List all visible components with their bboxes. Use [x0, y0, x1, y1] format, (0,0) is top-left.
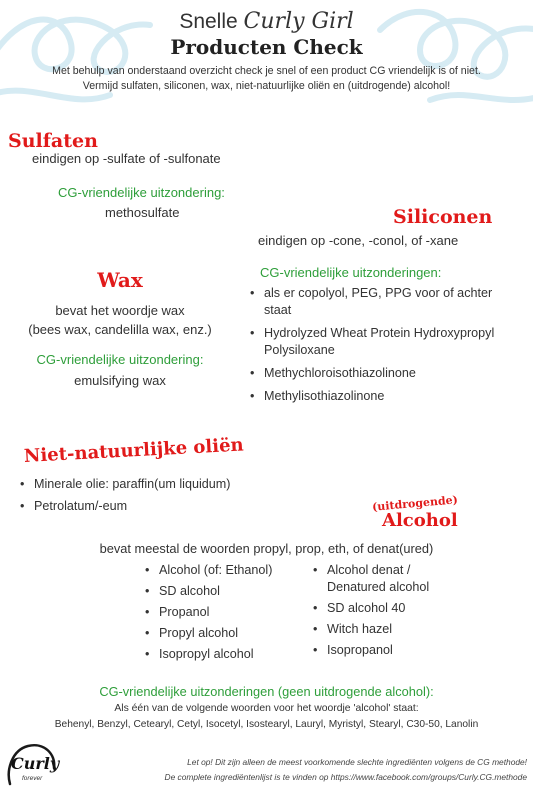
alcohol-exception-label: CG-vriendelijke uitzonderingen (geen uitdrogende alcohol):: [99, 684, 434, 699]
list-item: • Hydrolyzed Wheat Protein Hydroxypropyl Polysiloxane: [250, 325, 520, 359]
intro-line-2: Vermijd sulfaten, siliconen, wax, niet-natuurlijke oliën en (uitdrogende) alcohol!: [82, 80, 451, 92]
logo-text: Curly: [11, 754, 60, 773]
list-item: • Methylisothiazolinone: [250, 388, 520, 405]
wax-exception: emulsifying wax: [74, 373, 166, 388]
logo-subtext: forever: [22, 775, 43, 782]
header-script-title: Curly Girl: [243, 9, 354, 34]
page-title: Producten Check: [170, 35, 363, 59]
alcohol-pre-title: (uitdrogende): [371, 493, 459, 514]
alcohol-text: bevat meestal de woorden propyl, prop, eth, of denat(ured): [99, 541, 434, 556]
list-item: • Propyl alcohol: [145, 625, 305, 642]
curly-logo: [4, 740, 60, 790]
alcohol-exception-intro: Als één van de volgende woorden voor het woordje 'alcohol' staat:: [114, 703, 419, 714]
list-item: • SD alcohol 40: [313, 600, 443, 617]
list-item: • Minerale olie: paraffin(um liquidum): [20, 476, 320, 493]
list-item: • Petrolatum/-eum: [20, 498, 320, 515]
siliconen-title: Siliconen: [393, 206, 493, 228]
siliconen-exception-label: CG-vriendelijke uitzonderingen:: [260, 265, 442, 280]
list-item: • SD alcohol: [145, 583, 305, 600]
alcohol-title: Alcohol: [382, 510, 458, 531]
wax-exception-label: CG-vriendelijke uitzondering:: [36, 352, 204, 367]
wax-text-1: bevat het woordje wax: [55, 303, 185, 318]
sulfaten-exception: methosulfate: [105, 205, 180, 220]
sulfaten-exception-label: CG-vriendelijke uitzondering:: [58, 185, 225, 200]
list-item: • Isopropanol: [313, 642, 443, 659]
siliconen-exceptions-list: [250, 285, 520, 405]
wax-title: Wax: [97, 268, 143, 292]
header: [0, 10, 533, 94]
list-item: • Propanol: [145, 604, 305, 621]
header-pre-title: Snelle: [179, 10, 238, 33]
list-item: • Alcohol (of: Ethanol): [145, 562, 305, 579]
olien-list: [20, 476, 320, 515]
sulfaten-title: Sulfaten: [8, 130, 98, 152]
list-item: • Isopropyl alcohol: [145, 646, 305, 663]
intro-line-1: Met behulp van onderstaand overzicht check je snel of een product CG vriendelijk is of niet.: [52, 65, 481, 77]
olien-title: Niet-natuurlijke oliën: [23, 434, 245, 467]
footer-note-2: De complete ingrediëntenlijst is te vinden op https://www.facebook.com/groups/Curly.CG.methode: [164, 772, 527, 782]
alcohol-right-list: [313, 562, 443, 659]
footer-note-1: Let op! Dit zijn alleen de meest voorkomende slechte ingrediënten volgens de CG methode!: [187, 757, 527, 767]
list-item: • als er copolyol, PEG, PPG voor of achter staat: [250, 285, 520, 319]
alcohol-left-list: [145, 562, 305, 663]
list-item: • Witch hazel: [313, 621, 443, 638]
sulfaten-text: eindigen op -sulfate of -sulfonate: [32, 151, 221, 166]
siliconen-text: eindigen op -cone, -conol, of -xane: [258, 233, 459, 248]
alcohol-exception-list: Behenyl, Benzyl, Cetearyl, Cetyl, Isocetyl, Isostearyl, Lauryl, Myristyl, Stearyl, C30-50, Lanolin: [54, 719, 479, 730]
wax-text-2: (bees wax, candelilla wax, enz.): [28, 322, 212, 337]
list-item: • Alcohol denat / Denatured alcohol: [313, 562, 443, 596]
list-item: • Methychloroisothiazolinone: [250, 365, 520, 382]
header-script-line: [0, 10, 533, 34]
